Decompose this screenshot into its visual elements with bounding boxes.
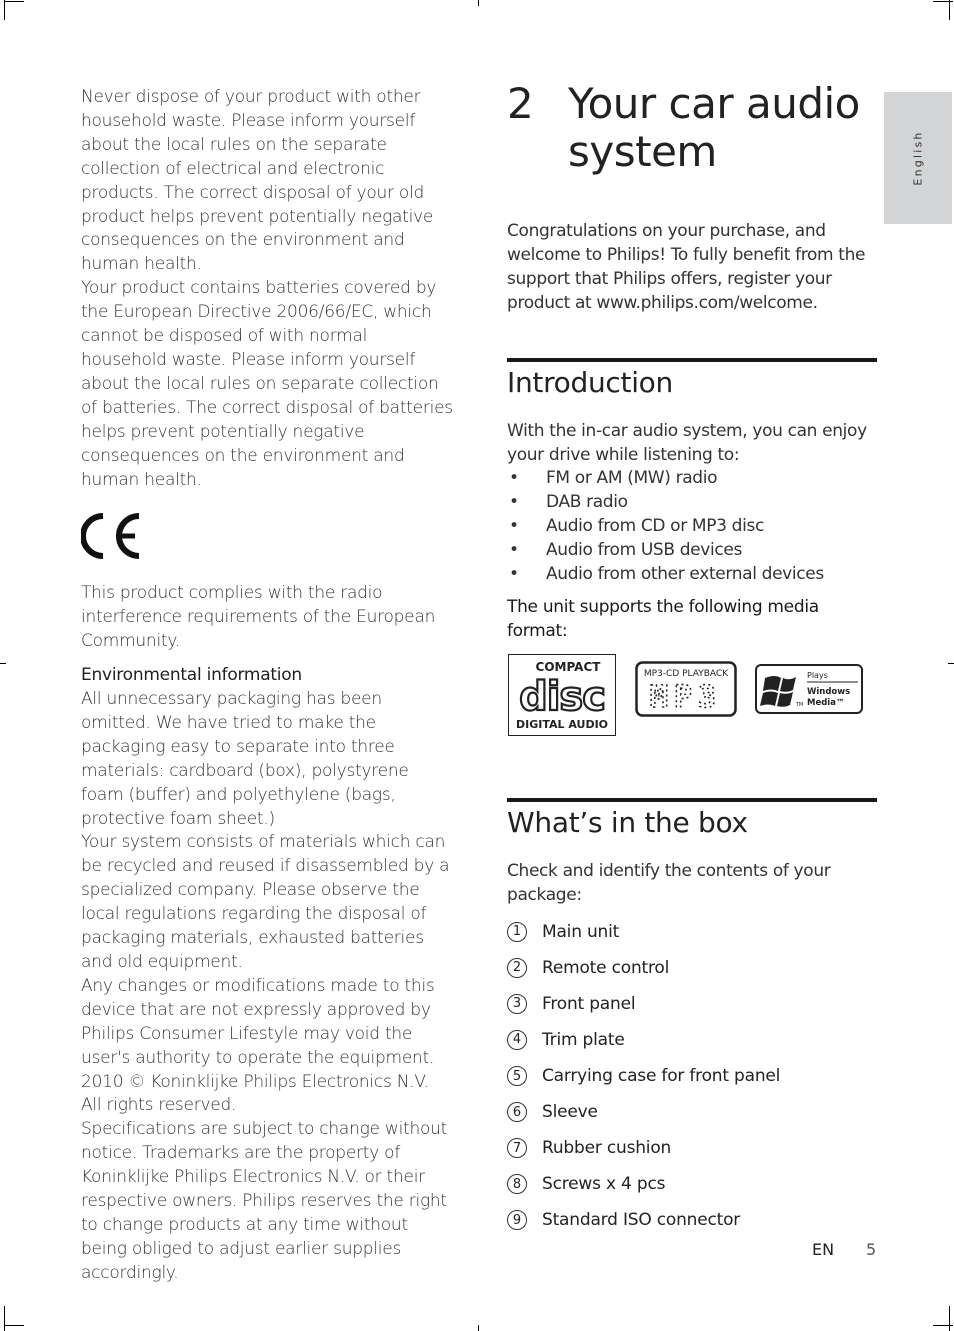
crop-mark [0,663,6,664]
crop-mark [4,0,5,20]
number-circle-icon: 5 [507,1066,527,1086]
list-item-label: Trim plate [542,1029,625,1050]
chapter-title: Your car audio system [568,79,860,176]
crop-mark [4,1325,24,1326]
specifications-paragraph: Specifications are subject to change without notice. Trademarks are the property of Koninklijke Philips Electronics N.V. or their respective owners. Philips reserves the right to change products at any time without being obliged to adjust earlier supplies accordingly. [81,1119,448,1283]
introduction-lead: With the in-car audio system, you can enjoy your drive while listening to: [507,420,867,465]
number-circle-icon: 8 [507,1174,527,1194]
mp3-logo-dotted-text: MP3 [649,679,723,715]
list-item [507,1130,877,1166]
whats-in-box-lead: Check and identify the contents of your package: [507,860,831,905]
chapter-heading [507,80,877,176]
box-contents-list [507,914,877,1239]
crop-mark [948,663,954,664]
disposal-paragraph: Never dispose of your product with other household waste. Please inform yourself about the local rules on the separate collection of electrical and electronic products. The correct disposal of your old product helps prevent potentially negative consequences on the environment and human health. [81,87,434,275]
windows-media-logo-icon [755,664,863,714]
wm-windows-text: Windows [807,686,851,697]
section-divider [507,798,877,802]
copyright-line: 2010 © Koninklijke Philips Electronics N.V. [81,1071,429,1092]
wm-plays-text: Plays [807,670,828,680]
number-circle-icon: 3 [507,994,527,1014]
list-item [507,914,877,950]
list-item-label: Audio from other external devices [546,564,824,585]
number-circle-icon: 6 [507,1102,527,1122]
wm-tm-text: TM [796,701,804,708]
bullet-icon: • [509,540,519,561]
bullet-icon: • [509,564,519,585]
list-item [507,491,877,515]
bullet-icon: • [509,468,519,489]
list-item-label: Audio from CD or MP3 disc [546,516,764,537]
list-item-label: Carrying case for front panel [542,1066,781,1087]
list-item-label: Remote control [542,957,670,978]
rights-line: All rights reserved. [81,1095,237,1116]
list-item [507,467,877,491]
crop-mark [933,1,953,2]
environmental-heading: Environmental information [81,665,302,686]
right-column [507,80,877,1238]
cd-logo-middle-text: disc [519,673,605,720]
crop-mark [478,1325,479,1331]
page-number: 5 [866,1240,877,1259]
list-item [507,986,877,1022]
list-item-label: Front panel [542,993,636,1014]
number-circle-icon: 7 [507,1138,527,1158]
media-logos [507,650,877,750]
list-item [507,563,877,587]
list-item-label: Audio from USB devices [546,540,742,561]
list-item [507,1058,877,1094]
chapter-number: 2 [507,79,534,128]
list-item [507,515,877,539]
footer-language-code: EN [812,1240,835,1259]
list-item [507,1022,877,1058]
list-item-label: Rubber cushion [542,1138,672,1159]
bullet-icon: • [509,516,519,537]
list-item-label: FM or AM (MW) radio [546,468,718,489]
number-circle-icon: 1 [507,922,527,942]
packaging-paragraph: All unnecessary packaging has been omitted. We have tried to make the packaging easy to separate into three materials: cardboard (box), polystyrene foam (buffer) and polyethylene (bags, protective foam sheet.) [81,689,409,829]
mp3-cd-playback-logo-icon [635,661,737,717]
crop-mark [4,1,24,2]
welcome-text: Congratulations on your purchase, and welcome to Philips! To fully benefit from the support that Philips offers, register your product at www.philips.com/welcome. [507,221,866,313]
list-item-label: Main unit [542,921,620,942]
list-item-label: Standard ISO connector [542,1210,741,1231]
cd-logo-bottom-text: DIGITAL AUDIO [515,717,609,731]
feature-list [507,467,877,587]
list-item [507,950,877,986]
crop-mark [933,1325,953,1326]
list-item-label: Sleeve [542,1102,598,1123]
whats-in-box-title: What’s in the box [507,805,748,839]
number-circle-icon: 4 [507,1030,527,1050]
list-item [507,1094,877,1130]
list-item [507,1166,877,1202]
battery-paragraph: Your product contains batteries covered by the European Directive 2006/66/EC, which cannot be disposed of with normal household waste. Please inform yourself about the local rules on separate collection of batteries. The correct disposal of batteries helps prevent potentially negative consequences on the environment and human health. [81,278,453,490]
recycle-paragraph: Your system consists of materials which can be recycled and reused if disassembled by a specialized company. Please observe the local regulations regarding the disposal of packaging materials, exhausted batteries and old equipment. [81,832,450,972]
number-circle-icon: 9 [507,1210,527,1230]
number-circle-icon: 2 [507,958,527,978]
crop-mark [949,0,950,20]
crop-mark [478,0,479,6]
list-item-label: Screws x 4 pcs [542,1174,666,1195]
bullet-icon: • [509,492,519,513]
crop-mark [4,1306,5,1331]
language-tab-label: English [911,130,925,186]
list-item [507,539,877,563]
compact-disc-logo-icon [508,654,616,736]
radio-compliance-text: This product complies with the radio interference requirements of the European Community. [81,583,436,652]
cd-logo-top-text: COMPACT [535,659,601,674]
section-divider [507,358,877,362]
left-column [81,86,453,1286]
introduction-title: Introduction [507,365,673,399]
ce-mark-icon [81,512,143,560]
modifications-paragraph: Any changes or modifications made to this device that are not expressly approved by Philips Consumer Lifestyle may void the user's authority to operate the equipment. [81,975,435,1068]
media-format-label: The unit supports the following media format: [507,596,819,641]
mp3-logo-top-text: MP3-CD PLAYBACK [643,668,729,679]
list-item [507,1202,877,1238]
language-side-tab [884,92,952,224]
wm-media-text: Media™ [807,697,845,708]
list-item-label: DAB radio [546,492,628,513]
crop-mark [949,1306,950,1331]
